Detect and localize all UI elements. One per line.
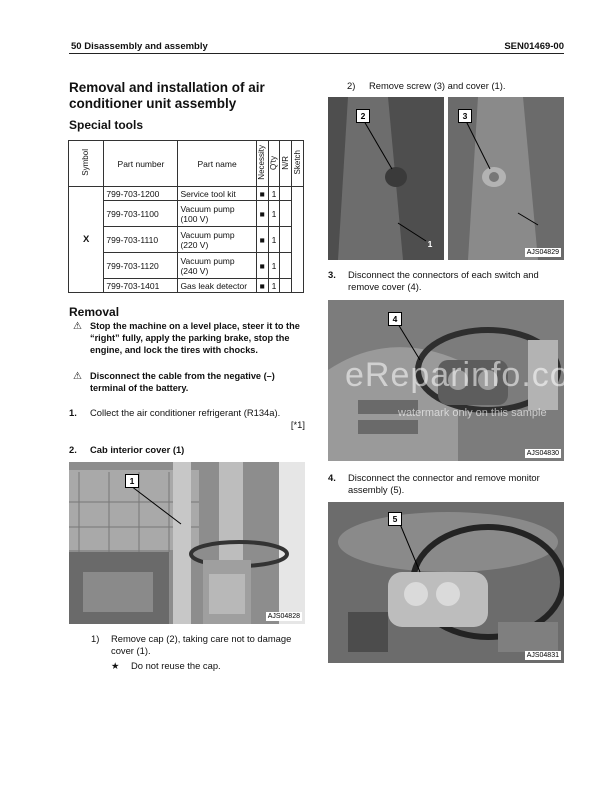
- table-row: [69, 187, 304, 201]
- necessity-cell: ■: [256, 187, 268, 201]
- callout-2: 2: [356, 109, 370, 123]
- watermark-subtext: watermark only on this sample: [398, 407, 547, 419]
- column-header-necessity: Necessity: [256, 141, 268, 187]
- callout-5: 5: [388, 512, 402, 526]
- nr-cell: [280, 279, 292, 293]
- step-number: 3.: [328, 269, 336, 280]
- qty-cell: 1: [268, 201, 280, 227]
- necessity-cell: ■: [256, 253, 268, 279]
- page-title: Removal and installation of air conditioner unit assembly: [69, 80, 265, 111]
- column-header-part-number: Part number: [104, 141, 178, 187]
- qty-cell: 1: [268, 227, 280, 253]
- step-number: 1.: [69, 407, 77, 418]
- removal-heading: Removal: [69, 305, 120, 319]
- step-reference: [*1]: [290, 419, 305, 430]
- column-header-sketch: Sketch: [292, 141, 304, 187]
- nr-cell: [280, 227, 292, 253]
- step-1: [69, 407, 307, 433]
- step-text: Disconnect the connector and remove monitor assembly (5).: [348, 472, 540, 495]
- necessity-cell: ■: [256, 201, 268, 227]
- necessity-cell: ■: [256, 227, 268, 253]
- photo-monitor-assembly: [328, 502, 564, 663]
- callout-4: 4: [388, 312, 402, 326]
- photo-caption: AJS04829: [526, 249, 559, 256]
- warning-triangle-icon: ⚠: [73, 371, 82, 382]
- part-number-cell: 799-703-1120: [104, 253, 178, 279]
- necessity-cell: ■: [256, 279, 268, 293]
- callout-1: 1: [125, 474, 139, 488]
- step-text: Disconnect the connectors of each switch and remove cover (4).: [348, 269, 539, 292]
- substep-text: Remove cap (2), taking care not to damage cover (1).: [111, 633, 292, 656]
- nr-cell: [280, 187, 292, 201]
- column-header-qty: Q'ty: [268, 141, 280, 187]
- warning-text: Disconnect the cable from the negative (–) terminal of the battery.: [90, 371, 275, 394]
- header-section-title: 50 Disassembly and assembly: [71, 41, 208, 52]
- table-row: [69, 227, 304, 253]
- photo-caption: AJS04831: [526, 652, 559, 659]
- part-name-cell: Gas leak detector: [178, 279, 256, 293]
- table-row: [69, 201, 304, 227]
- qty-cell: 1: [268, 253, 280, 279]
- step-text: Collect the air conditioner refrigerant (R134a).: [90, 407, 281, 418]
- nr-cell: [280, 201, 292, 227]
- part-number-cell: 799-703-1110: [104, 227, 178, 253]
- part-name-cell: Service tool kit: [178, 187, 256, 201]
- substep-number: 2): [347, 80, 356, 91]
- part-name-cell: Vacuum pump (100 V): [178, 201, 256, 227]
- header-rule: [69, 53, 564, 54]
- part-number-cell: 799-703-1401: [104, 279, 178, 293]
- photo-cab-interior-drawing: [69, 462, 305, 624]
- substep-text: Remove screw (3) and cover (1).: [369, 80, 506, 91]
- callout-1: 1: [427, 239, 433, 249]
- photo-caption: AJS04828: [267, 613, 300, 620]
- star-icon: ★: [111, 660, 120, 671]
- photo-caption: AJS04830: [526, 450, 559, 457]
- part-name-cell: Vacuum pump (220 V): [178, 227, 256, 253]
- column-header-symbol: Symbol: [69, 141, 104, 187]
- substep-number: 1): [91, 633, 100, 644]
- photo-cab-interior: [69, 462, 305, 624]
- part-name-cell: Vacuum pump (240 V): [178, 253, 256, 279]
- special-tools-table: [68, 140, 304, 293]
- warning-text: Stop the machine on a level place, steer it to the “right” fully, apply the parking brake, stop the engine, and lock the tires with chocks.: [90, 321, 300, 356]
- sketch-cell: [292, 187, 304, 293]
- step-number: 4.: [328, 472, 336, 483]
- warning-triangle-icon: ⚠: [73, 321, 82, 332]
- nr-cell: [280, 253, 292, 279]
- callout-3: 3: [458, 109, 472, 123]
- part-number-cell: 799-703-1100: [104, 201, 178, 227]
- column-header-part-name: Part name: [178, 141, 256, 187]
- step-text: Cab interior cover (1): [90, 444, 185, 455]
- photo-screw-cover: [328, 97, 564, 260]
- table-header-row: [69, 141, 304, 187]
- column-header-nr: N/R: [280, 141, 292, 187]
- header-document-id: SEN01469-00: [504, 41, 564, 52]
- table-row: [69, 253, 304, 279]
- note-text: Do not reuse the cap.: [131, 660, 221, 671]
- qty-cell: 1: [268, 187, 280, 201]
- part-number-cell: 799-703-1200: [104, 187, 178, 201]
- watermark-text: eReparinfo.com: [345, 356, 600, 394]
- photo-monitor-assembly-drawing: [328, 502, 564, 663]
- symbol-cell: X: [69, 187, 104, 293]
- step-number: 2.: [69, 444, 77, 455]
- table-row: [69, 279, 304, 293]
- special-tools-heading: Special tools: [69, 118, 144, 132]
- qty-cell: 1: [268, 279, 280, 293]
